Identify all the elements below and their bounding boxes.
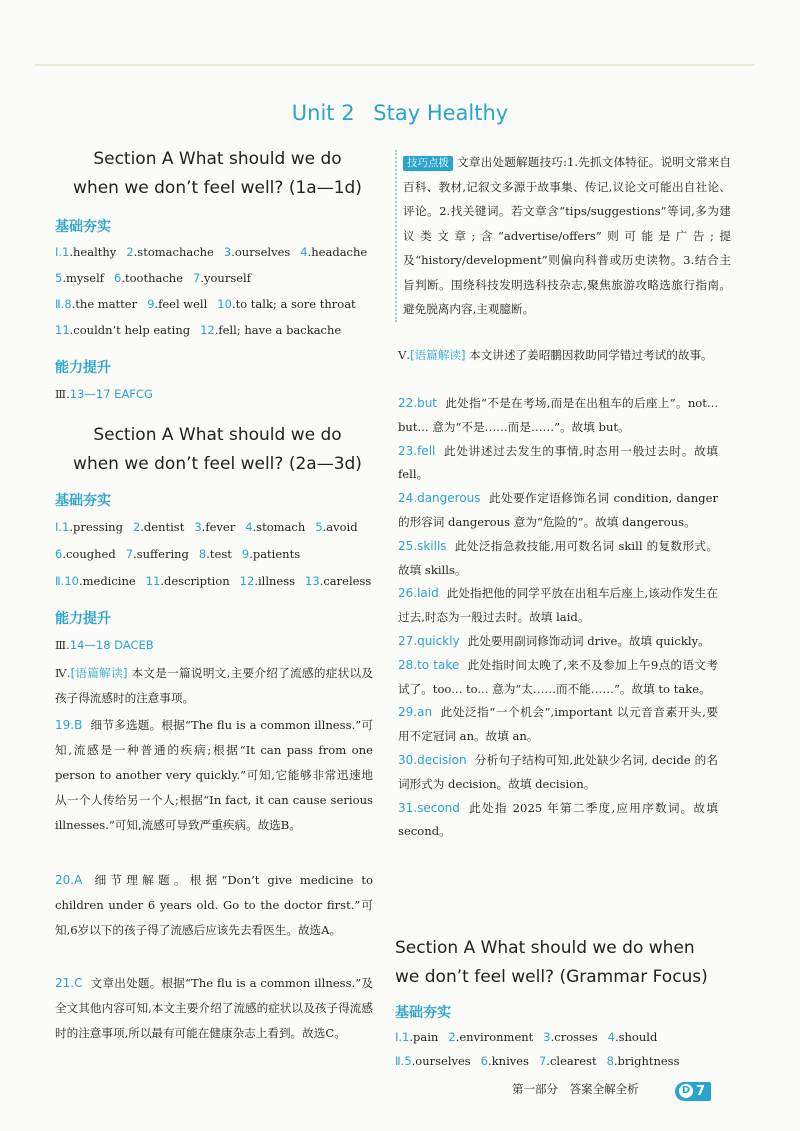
ability-heading: 能力提升 xyxy=(55,360,111,376)
answer-item xyxy=(147,297,217,311)
tips-box xyxy=(395,150,731,322)
page-footer xyxy=(512,1081,639,1097)
answer-number: 12 xyxy=(200,323,215,337)
answer-explanation-21 xyxy=(55,971,373,1046)
unit-title xyxy=(0,101,800,125)
answer-lead: 27.quickly xyxy=(398,633,460,648)
answer-word: .patients xyxy=(249,547,301,561)
section-title-grammar-focus xyxy=(395,934,725,992)
passage-tag: [语篇解读] xyxy=(410,348,466,362)
answer-number: Ⅱ.10 xyxy=(55,574,79,588)
answer-word: .avoid xyxy=(322,520,358,534)
answer-number: 7 xyxy=(125,547,134,561)
answer-item xyxy=(543,1030,607,1044)
answer-item xyxy=(398,797,718,845)
answer-item xyxy=(315,520,367,534)
answer-word: .test xyxy=(206,547,232,561)
answer-word: .description xyxy=(160,574,230,588)
explanation-text: 文章出处题。根据“The flu is a common illness.”及全文其他内容可知,本文主要介绍了流感的症状以及孩子得流感时的注意事项,所以最有可能在健康杂志上看到。故选C。 xyxy=(55,976,373,1040)
answer-word: .ourselves xyxy=(411,1054,471,1068)
answer-number: Ⅰ.1 xyxy=(55,245,70,259)
answer-word: .environment xyxy=(455,1030,534,1044)
section-title-line: we don’t feel well? (Grammar Focus) xyxy=(395,967,708,987)
answer-word: .should xyxy=(614,1030,658,1044)
answer-word: .dentist xyxy=(140,520,185,534)
section-title-line: when we don’t feel well? (2a—3d) xyxy=(73,454,362,474)
passage-summary-v xyxy=(398,343,718,368)
answer-number: 2 xyxy=(126,245,134,259)
explanation-text: 此处指把他的同学平放在出租车后座上,该动作发生在过去,时态为一般过去时。故填 laid。 xyxy=(398,586,718,625)
answer-item xyxy=(199,547,242,561)
answer-line xyxy=(55,547,310,561)
answer-item xyxy=(55,520,133,534)
answer-number: 7 xyxy=(193,271,201,285)
passage-summary-text: 本文讲述了姜昭鹏因救助同学错过考试的故事。 xyxy=(469,348,713,362)
answer-line xyxy=(55,297,366,311)
answer-item xyxy=(126,245,224,259)
answer-line xyxy=(55,245,377,259)
answer-item xyxy=(607,1054,690,1068)
explanation-text: 此处要作定语修饰名词 condition, danger 的形容词 dangerous 意为“危险的”。故填 dangerous。 xyxy=(398,491,718,529)
answer-word: .illness xyxy=(254,574,296,588)
answer-number: 4 xyxy=(300,245,308,259)
answer-item xyxy=(55,297,147,311)
answer-line xyxy=(55,520,368,534)
answer-item xyxy=(55,245,126,259)
answer-word: .couldn’t help eating xyxy=(69,323,191,337)
answer-number: 6 xyxy=(480,1054,489,1068)
answer-line xyxy=(55,323,351,337)
answer-word: .healthy xyxy=(69,245,117,259)
answer-number: 8 xyxy=(198,547,207,561)
ability-answer xyxy=(55,638,154,652)
explanation-text: 此处指“不是在考场,而是在出租车的后座上”。not... but... 意为“不是……而是……”。故填 but。 xyxy=(398,396,718,434)
basic-heading: 基础夯实 xyxy=(55,493,111,509)
answer-word: .coughed xyxy=(62,547,116,561)
answer-item xyxy=(398,630,718,654)
answer-item xyxy=(126,547,199,561)
answer-word: .pain xyxy=(409,1030,439,1044)
answer-item xyxy=(398,440,718,488)
answer-word: .knives xyxy=(488,1054,529,1068)
ability-answer-text: 14—18 DACEB xyxy=(69,638,154,652)
passage-summary-text: 本文是一篇说明文,主要介绍了流感的症状以及孩子得流感时的注意事项。 xyxy=(55,666,374,705)
answer-number: 3 xyxy=(543,1030,551,1044)
answer-word: .careless xyxy=(319,574,372,588)
answer-word: .suffering xyxy=(133,547,189,561)
answer-word: .yourself xyxy=(200,271,251,285)
explanation-text: 此处指 2025 年第二季度,应用序数词。故填 second。 xyxy=(398,800,718,839)
basic-heading: 基础夯实 xyxy=(55,219,111,235)
answer-lead: 24.dangerous xyxy=(398,491,481,506)
answer-number: 5 xyxy=(55,271,63,285)
answer-word: .to talk; a sore throat xyxy=(231,297,356,311)
answer-item xyxy=(55,323,200,337)
answer-number: 10 xyxy=(217,297,232,311)
explanation-text: 分析句子结构可知,此处缺少名词, decide 的名词形式为 decision。故填 decision。 xyxy=(398,752,718,791)
fill-answers xyxy=(398,392,718,844)
answer-item xyxy=(398,535,718,583)
answer-number: 12 xyxy=(239,574,255,588)
ability-heading: 能力提升 xyxy=(55,611,111,627)
answer-word: .myself xyxy=(62,271,105,285)
answer-word: .headache xyxy=(307,245,368,259)
answer-word: .feel well xyxy=(154,297,208,311)
answer-item xyxy=(194,520,245,534)
answer-item xyxy=(398,487,718,535)
section-letter: D xyxy=(679,1084,693,1098)
unit-name: Stay Healthy xyxy=(373,101,509,125)
answer-lead: 23.fell xyxy=(398,443,436,458)
answer-lead: 31.second xyxy=(398,800,460,815)
answer-number: 5 xyxy=(315,520,323,534)
answer-lead: 19.B xyxy=(55,718,83,732)
answer-item xyxy=(608,1030,668,1044)
answer-number: 2 xyxy=(132,520,141,534)
answer-item xyxy=(133,520,194,534)
answer-word: .fell; have a backache xyxy=(214,323,342,337)
explanation-text: 此处泛指急救技能,用可数名词 skill 的复数形式。故填 skills。 xyxy=(398,538,718,577)
footer-part: 第一部分 xyxy=(512,1082,558,1096)
answer-number: 9 xyxy=(241,547,250,561)
page-number-badge xyxy=(675,1082,711,1101)
answer-line xyxy=(395,1054,690,1068)
explanation-text: 细节理解题。根据“Don’t give medicine to children under 6 years old. Go to the doctor first.”可知,6岁以下的孩子得了流感后应该先去看医生。故选A。 xyxy=(55,873,373,937)
answer-item xyxy=(398,392,718,440)
answer-number: 4 xyxy=(607,1030,615,1044)
answer-lead: 28.to take xyxy=(398,657,460,672)
answer-line xyxy=(55,574,381,588)
answer-item xyxy=(398,749,718,797)
answer-number: 2 xyxy=(448,1030,456,1044)
page-number: 7 xyxy=(696,1084,706,1099)
answer-number: Ⅱ.5 xyxy=(395,1054,412,1068)
answer-word: .stomachache xyxy=(133,245,214,259)
answer-item xyxy=(200,323,351,337)
section-title-2a-3d xyxy=(55,421,380,479)
answer-item xyxy=(114,271,193,285)
answer-number: 4 xyxy=(245,520,253,534)
explanation-text: 此处泛指“一个机会”,important 以元音音素开头,要用不定冠词 an。故填 an。 xyxy=(398,705,718,744)
answer-item xyxy=(245,520,315,534)
answer-lead: 22.but xyxy=(398,396,438,410)
answer-number: 6 xyxy=(55,547,63,561)
roman-numeral: Ⅲ. xyxy=(55,638,70,652)
answer-lead: 20.A xyxy=(55,873,83,887)
answer-item xyxy=(55,547,126,561)
section-title-line: Section A What should we do xyxy=(93,149,342,169)
answer-word: .brightness xyxy=(613,1054,680,1068)
answer-item xyxy=(398,582,718,630)
unit-label: Unit 2 xyxy=(291,101,355,125)
answer-word: .fever xyxy=(201,520,236,534)
explanation-text: 细节多选题。根据“The flu is a common illness.”可知,流感是一种普通的疾病;根据“It can pass from one person to another very quickly.”可知,它能够非常迅速地从一个人传给另一个人;根据“In fact, it can cause serious illnesses.”可知,流感可导致严重疾病。故选B。 xyxy=(55,718,373,832)
answer-lead: 25.skills xyxy=(398,538,447,553)
answer-number: 3 xyxy=(194,520,202,534)
answer-item xyxy=(398,701,718,749)
answer-number: 11 xyxy=(145,574,161,588)
passage-summary-iv xyxy=(55,661,373,711)
answer-item xyxy=(224,245,300,259)
answer-word: .the matter xyxy=(71,297,138,311)
answer-item xyxy=(217,297,365,311)
answer-word: .pressing xyxy=(69,520,123,534)
answer-number: Ⅱ.8 xyxy=(55,297,72,311)
answer-word: .ourselves xyxy=(231,245,291,259)
answer-item xyxy=(193,271,261,285)
section-title-line: when we don’t feel well? (1a—1d) xyxy=(73,178,362,198)
answer-lead: 21.C xyxy=(55,976,83,990)
answer-number: 3 xyxy=(223,245,232,259)
footer-label: 答案全解全析 xyxy=(569,1082,639,1096)
answer-lead: 26.laid xyxy=(398,586,439,601)
answer-item xyxy=(539,1054,607,1068)
answer-word: .medicine xyxy=(78,574,136,588)
answer-number: Ⅰ.1 xyxy=(395,1030,410,1044)
answer-item xyxy=(481,1054,539,1068)
answer-number: 11 xyxy=(55,323,70,337)
answer-item xyxy=(395,1030,448,1044)
answer-item xyxy=(240,574,305,588)
roman-numeral: Ⅴ. xyxy=(398,348,411,362)
roman-numeral: Ⅲ. xyxy=(55,387,70,401)
answer-item xyxy=(146,574,240,588)
answer-word: .crosses xyxy=(550,1030,598,1044)
answer-item xyxy=(55,574,146,588)
explanation-text: 此处讲述过去发生的事情,时态用一般过去时。故填 fell。 xyxy=(398,443,718,482)
answer-word: .stomach xyxy=(252,520,306,534)
answer-number: 7 xyxy=(538,1054,547,1068)
section-title-line: Section A What should we do when xyxy=(395,938,695,958)
tips-text: 文章出处题解题技巧:1.先抓文体特征。说明文常来自百科、教材,记叙文多源于故事集、传记,议论文可能出自社论、评论。2.找关键词。若文章含“tips/suggestions”等词,多为建议类文章;含“advertise/offers”则可能是广告;提及“history/development”则偏向科普或历史读物。3.结合主旨判断。围绕科技发明选科技杂志,聚焦旅游攻略选旅行指南。避免脱离内容,主观臆断。 xyxy=(403,155,731,316)
ability-answer xyxy=(55,387,153,401)
roman-numeral: Ⅳ. xyxy=(55,666,71,680)
answer-item xyxy=(242,547,310,561)
answer-lead: 30.decision xyxy=(398,752,467,767)
answer-item xyxy=(55,271,114,285)
answer-explanation-20 xyxy=(55,868,373,943)
answer-word: .toothache xyxy=(121,271,184,285)
basic-heading: 基础夯实 xyxy=(395,1005,451,1021)
answer-number: 9 xyxy=(147,297,155,311)
answer-item xyxy=(305,574,381,588)
section-title-line: Section A What should we do xyxy=(93,425,342,445)
answer-number: 6 xyxy=(114,271,122,285)
answer-number: 13 xyxy=(305,574,320,588)
answer-item xyxy=(300,245,377,259)
answer-item xyxy=(448,1030,543,1044)
top-divider xyxy=(35,64,755,66)
tips-tag: 技巧点拨 xyxy=(403,156,453,171)
answer-line xyxy=(55,271,261,285)
section-title-1a-1d xyxy=(55,145,380,203)
answer-lead: 29.an xyxy=(398,705,433,720)
answer-line xyxy=(395,1030,667,1044)
answer-item xyxy=(398,654,718,702)
answer-item xyxy=(395,1054,481,1068)
answer-number: Ⅰ.1 xyxy=(55,520,70,534)
answer-explanation-19 xyxy=(55,713,373,838)
answer-number: 8 xyxy=(606,1054,614,1068)
passage-tag: [语篇解读] xyxy=(70,666,128,680)
explanation-text: 此处要用副词修饰动词 drive。故填 quickly。 xyxy=(467,633,710,648)
answer-word: .clearest xyxy=(546,1054,597,1068)
explanation-text: 此处指时间太晚了,来不及参加上午9点的语文考试了。too... to... 意为“太……而不能……”。故填 to take。 xyxy=(398,657,718,696)
ability-answer-text: 13—17 EAFCG xyxy=(69,387,153,401)
